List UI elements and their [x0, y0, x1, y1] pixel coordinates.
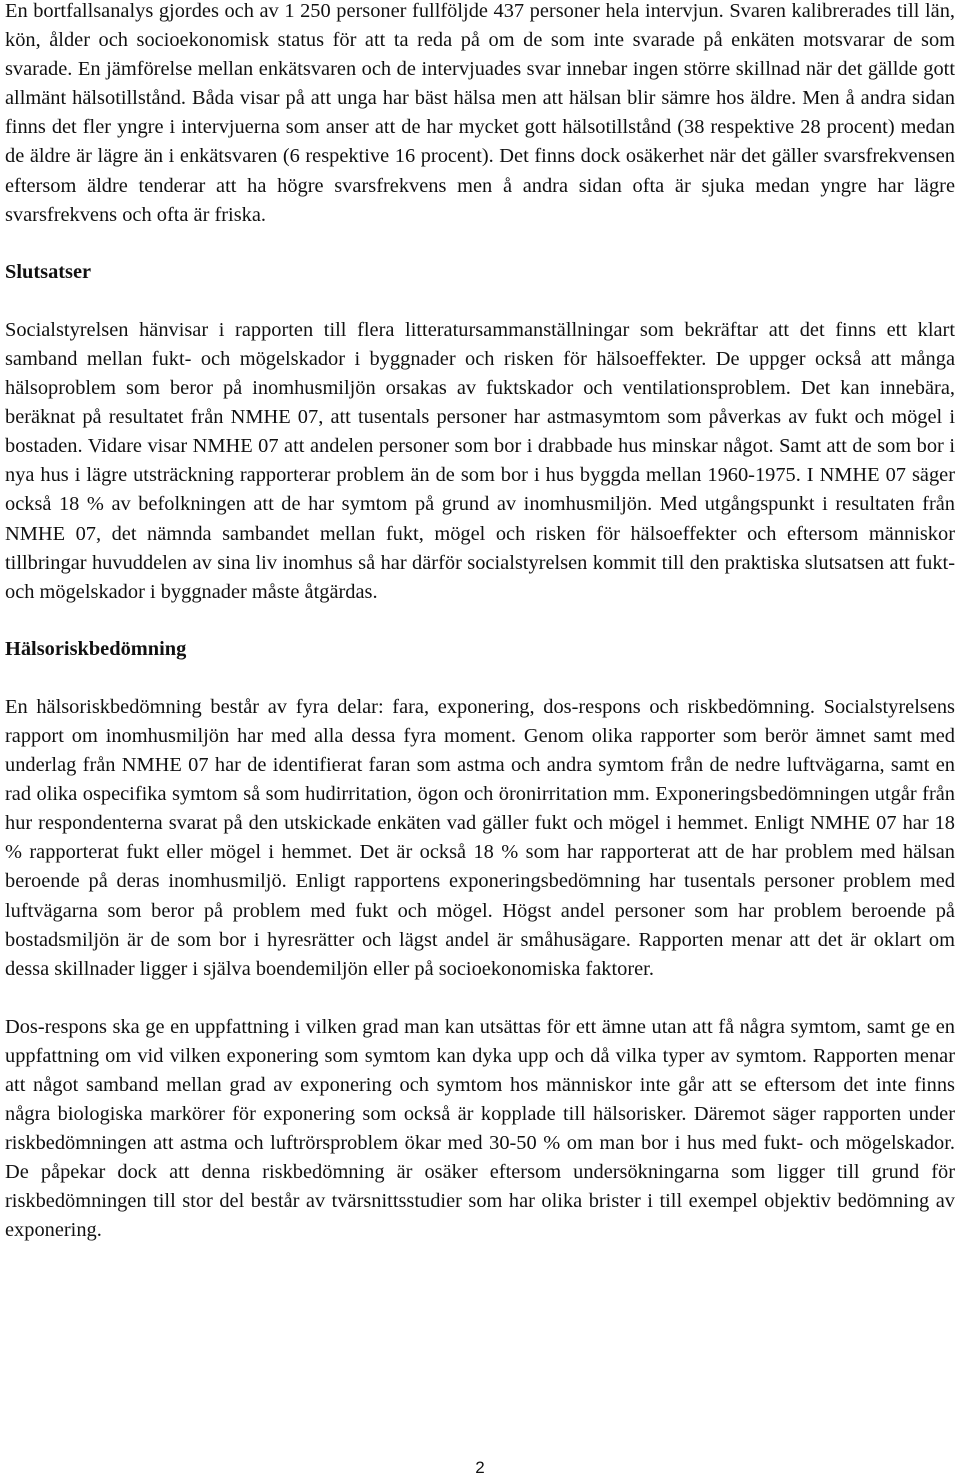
section-heading: Hälsoriskbedömning: [5, 637, 187, 660]
document-page: [5, 0, 955, 1246]
body-paragraph: En hälsoriskbedömning består av fyra delar: fara, exponering, dos-respons och riskbedömning. Socialstyrelsens rapport om inomhusmiljön har med alla dessa fyra moment. Genom olika rapporter som berör ämnet samt med underlag från NMHE 07 har de identifierat faran som astma och andra symtom från de nedre luftvägarna, samt en rad olika ospecifika symtom så som hudirritation, ögon och öronirritation mm. Exponeringsbedömningen utgår från hur respondenterna svarat på den utskickade enkäten vad gäller fukt och mögel i hemmet. Enligt NMHE 07 har 18 % rapporterat fukt eller mögel i hemmet. Det är också 18 % som har rapporterat att de har problem med hälsan beroende på deras inomhusmiljö. Enligt rapportens exponeringsbedömning har tusentals personer problem med luftvägarna som beror på problem med fukt och mögel. Högst andel personer som har problem beroende på bostadsmiljön är de som bor i hyresrätter och lägst andel är småhusägare. Rapporten menar att det är oklart om dessa skillnader ligger i själva boendemiljön eller på socioekonomiska faktorer.: [5, 695, 955, 980]
body-paragraph: Socialstyrelsen hänvisar i rapporten till flera litteratursammanställningar som bekräftar att det finns ett klart samband mellan fukt- och mögelskador i byggnader och risken för hälsoeffekter. De uppger också att många hälsoproblem som beror på inomhusmiljön orsakas av fuktskador och ventilationsproblem. Det kan innebära, beräknat på resultatet från NMHE 07, att tusentals personer har astmasymtom som påverkas av fukt och mögel i bostaden. Vidare visar NMHE 07 att andelen personer som bor i drabbade hus minskar något. Samt att de som bor i nya hus i lägre utsträckning rapporterar problem än de som bor i hus byggda mellan 1960-1975. I NMHE 07 säger också 18 % av befolkningen att de har symtom på grund av inomhusmiljön. Med utgångspunkt i resultaten från NMHE 07, det nämnda sambandet mellan fukt, mögel och risken för hälsoeffekter och eftersom människor tillbringar huvuddelen av sina liv inomhus så har därför socialstyrelsen kommit till den praktiska slutsatsen att fukt- och mögelskador i byggnader måste åtgärdas.: [5, 318, 955, 603]
page-number: 2: [475, 1458, 485, 1477]
body-paragraph: Dos-respons ska ge en uppfattning i vilken grad man kan utsättas för ett ämne utan att få några symtom, samt ge en uppfattning om vid vilken exponering som symtom kan dyka upp och då vilka typer av symtom. Rapporten menar att något samband mellan grad av exponering och symtom hos människor inte går att se eftersom det inte finns några biologiska markörer för exponering som också är kopplade till hälsorisker. Däremot säger rapporten under riskbedömningen att astma och luftrörsproblem ökar med 30-50 % om man bor i hus med fukt- och mögelskador. De påpekar dock att denna riskbedömning är osäker eftersom undersökningarna som ligger till grund för riskbedömningen till stor del består av tvärsnittsstudier som har olika brister i till exempel objektiv bedömning av exponering.: [5, 1015, 955, 1242]
body-paragraph: En bortfallsanalys gjordes och av 1 250 personer fullföljde 437 personer hela intervjun. Svaren kalibrerades till län, kön, ålder och socioekonomisk status för att ta reda på om de som inte svarade på enkäten motsvarar de som svarade. En jämförelse mellan enkätsvaren och de intervjuades svar innebar ingen större skillnad när det gällde gott allmänt hälsotillstånd. Båda visar på att unga har bäst hälsa men att hälsan blir sämre hos äldre. Men å andra sidan finns det fler yngre i intervjuerna som anser att de har mycket gott hälsotillstånd (38 respektive 28 procent) medan de äldre är lägre än i enkätsvaren (6 respektive 16 procent). Det finns dock osäkerhet när det gäller svarsfrekvensen eftersom äldre tenderar att ha högre svarsfrekvens men å andra sidan ofta är sjuka medan yngre har lägre svarsfrekvens och ofta är friska.: [5, 0, 955, 226]
section-heading: Slutsatser: [5, 260, 92, 283]
